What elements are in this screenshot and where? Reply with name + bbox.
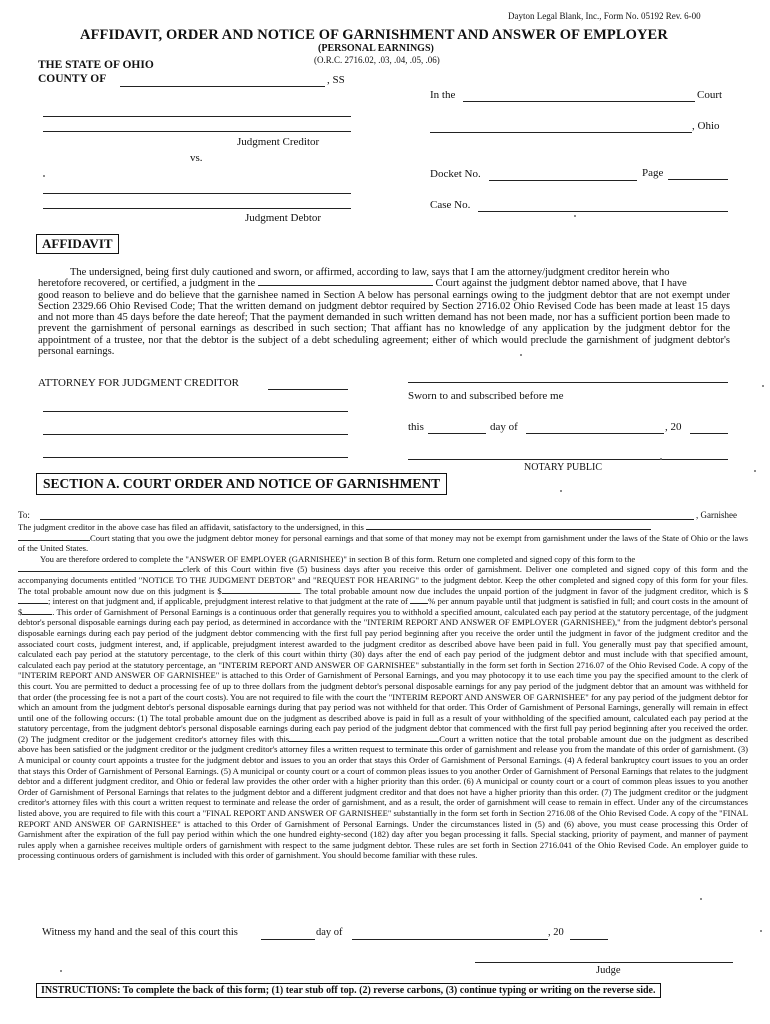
section-a-line-1 [18,522,748,533]
sworn-day-field[interactable] [428,433,486,434]
section-a-body [18,522,748,861]
scan-speck [700,898,702,900]
judge-signature-field[interactable] [475,962,733,963]
court-name-field[interactable] [463,101,695,102]
section-a-clerk-text: clerk of this Court within five (5) business days after you receive this order of garnishment. Deliver one completed and signed copy of this form and the accompanying documents entitled "NOTICE TO THE JUDGMENT DEBTOR" and "REQUEST FOR HEARING" to the judgment debtor. Keep the other completed and signed copy of this form for your files. The total probable amount now due on this judgment is $ [18,564,748,596]
scan-speck [60,970,62,972]
sworn-year-field[interactable] [690,433,728,434]
attorney-signature-field[interactable] [268,389,348,390]
affidavit-line-2 [38,278,730,289]
affidavit-line-rest: good reason to believe and do believe that the garnishee named in Section A below has personal earnings owing to the judgment debtor that are not exempt under Section 2329.66 Ohio Revised Code; That the written demand on judgment debtor required by Section 2716.02 Ohio Revised Code has been made at least 15 days and not more than 45 days before the date hereof; That the payment demanded in such written demand has not been made, nor has a sufficient portion been made to prevent the garnishment of personal earnings as described in such section; That affiant has no knowledge of any application by the judgment debtor for the appointment of a trustee, nor that the debtor is the subject of a debt scheduling agreement; either of which would preclude the garnishment of judgment debtor's personal earnings. [38,289,730,358]
judgment-creditor-label: Judgment Creditor [237,136,320,148]
in-the-label: In the [430,89,456,101]
court-location-field[interactable] [430,132,692,133]
interest-rate-field[interactable] [410,603,428,604]
witness-month-field[interactable] [352,939,548,940]
state-label: THE STATE OF OHIO [38,59,154,71]
court-costs-field[interactable] [22,614,52,615]
affidavit-judgment-in: heretofore recovered, or certified, a judgment in the [38,278,256,290]
section-a-ordered-text: You are therefore ordered to complete the "ANSWER OF EMPLOYER (GARNISHEE)" in section B of this form. Return one completed and signed copy of this form to the [40,553,636,564]
section-a-court-field-3[interactable] [289,741,439,742]
notary-signature-field[interactable] [408,459,728,460]
witness-day-field[interactable] [261,939,315,940]
sworn-day-of-label: day of [490,421,518,433]
sworn-month-field[interactable] [526,433,664,434]
witness-label: Witness my hand and the seal of this court this [42,927,238,938]
total-due-field[interactable] [222,593,300,594]
section-a-interest-text: ; interest on that judgment and, if applicable, prejudgment interest relative to that judgment at the rate of [48,596,408,607]
scan-speck [43,175,45,177]
scan-speck [754,470,756,472]
county-field[interactable] [120,86,325,87]
page-label: Page [642,167,664,179]
notary-label: NOTARY PUBLIC [524,462,603,473]
sworn-year-label: , 20 [665,421,682,433]
witness-day-of-label: day of [316,927,343,938]
section-a-total-text: . The total probable amount now due includes the unpaid portion of the judgment in favor of the judgment creditor, which is $ [299,585,749,596]
creditor-line-1[interactable] [43,116,351,117]
scan-speck [760,930,762,932]
section-a-clerk-block [18,564,748,861]
affidavit-court-against: Court against the judgment debtor named above, that I have [435,278,687,290]
form-source: Dayton Legal Blank, Inc., Form No. 05192 Rev. 6-00 [508,11,701,21]
debtor-line-1[interactable] [43,193,351,194]
section-a-heading: SECTION A. COURT ORDER AND NOTICE OF GARNISHMENT [36,473,447,495]
form-title: AFFIDAVIT, ORDER AND NOTICE OF GARNISHMENT AND ANSWER OF EMPLOYER [80,27,668,43]
judge-label: Judge [596,965,621,976]
instructions-box: INSTRUCTIONS: To complete the back of this form; (1) tear stub off top. (2) reverse carbons, (3) continue typing or writing on the reverse side. [36,983,661,998]
section-a-line-2 [18,533,748,554]
section-a-affidavit-text: The judgment creditor in the above case has filed an affidavit, satisfactory to the undersigned, in this [18,522,364,532]
statute-reference: (O.R.C. 2716.02, .03, .04, .05, .06) [314,55,440,65]
garnishee-label: , Garnishee [696,510,737,520]
section-a-court-field-1[interactable] [366,529,651,530]
creditor-line-2[interactable] [43,131,351,132]
section-a-court-field-2[interactable] [18,540,90,541]
section-a-clerk-field[interactable] [18,571,183,572]
docket-no-label: Docket No. [430,168,481,180]
attorney-line-2[interactable] [43,411,348,412]
affidavit-heading: AFFIDAVIT [36,234,119,254]
attorney-line-4[interactable] [43,457,348,458]
case-no-field[interactable] [478,211,728,212]
sworn-label: Sworn to and subscribed before me [408,390,564,402]
to-label: To: [18,510,30,520]
attorney-label: ATTORNEY FOR JUDGMENT CREDITOR [38,377,239,389]
notary-top-line[interactable] [408,382,728,383]
section-a-terminate-text: Court a written notice that the total probable amount due on the judgment as described above has been satisfied or the judgment creditor or the judgment creditor's attorney files a written request to terminate this order of garnishment and release you from the mandate of this order of garnishment. (3) A municipal or county court appoints a trustee for the judgment debtor and issues to you an order that stays this Order of Garnishment of Personal Earnings. (4) A federal bankruptcy court issues to you an order that stays this Order of Garnishment of Personal Earnings. (5) A municipal or county court or a court of common pleas issues to you another Order of Garnishment of Personal Earnings that relates to the judgment debtor and a different judgment creditor, and Ohio or federal law provides the other order with a higher priority than this order. (6) A municipal or county court or a court of common pleas issues to you another Order of Garnishment of Personal Earnings that relates to the judgment debtor and a different judgment creditor and that does not have a higher priority than this order. (7) The judgment creditor or the judgment creditor's attorney files with this court a written request to terminate and release the order of garnishment, and as a result, the order of garnishment will cease to remain in effect. Under any of the circumstances listed above, you are required to file with this court a "FINAL REPORT AND ANSWER OF GARNISHEE" substantially in the form set forth in Section 2716.08 of the Ohio Revised Code. A copy of the "FINAL REPORT AND ANSWER OF GARNISHEE" is attached to this Order of Garnishment of Personal Earnings. Under the circumstances listed in (5) and (6) above, you must cease processing this Order of Garnishment after the expiration of the full pay period within which the one hundred eighty-second (182) day after you began processing it falls. Special stacking, priority of payment, and manner of payment rules apply when a garnishee receives multiple orders of garnishment with respect to the same judgment debtor. These rules are set forth in Section 2716.041 of the Ohio Revised Code. An employer guide to processing continuous orders of garnishment is included with this order of garnishment. You should become familiar with these rules. [18,733,748,861]
sworn-this-label: this [408,421,424,433]
versus-label: vs. [190,152,203,164]
case-no-label: Case No. [430,199,471,211]
docket-no-field[interactable] [489,180,637,181]
witness-year-label: , 20 [548,927,564,938]
affidavit-court-field[interactable] [258,285,433,286]
county-label: COUNTY OF [38,73,107,85]
affidavit-line-1: The undersigned, being first duly cautioned and sworn, or affirmed, according to law, says that I am the attorney/judgment creditor herein who [70,267,670,278]
unpaid-portion-field[interactable] [18,603,48,604]
attorney-line-3[interactable] [43,434,348,435]
scan-speck [574,215,576,217]
scan-speck [660,458,662,460]
section-a-court-stating-text: Court stating that you owe the judgment debtor money for personal earnings and that some of that money may not be exempt from garnishment under the laws of the State of Ohio or the laws of the United States. [18,532,748,554]
garnishee-name-field[interactable] [40,519,694,520]
section-a-continuous-text: . This order of Garnishment of Personal Earnings is a continuous order that generally requires you to withhold a specified amount, calculated each pay period at the statutory percentage, of the judgment debtor's personal disposable earnings during each pay period, as determined in accordance with the "INTERIM REPORT AND ANSWER OF EMPLOYER (GARNISHEE)," from the judgment debtor's personal disposable earnings during each pay period of the judgment debtor commencing with the first full pay period beginning after you receive the order until the judgment in favor of the judgment creditor and the associated court costs, judgment interest, and, if applicable, prejudgment interest awarded to the judgment creditor as described above have been paid in full. You generally must pay that specified amount, calculated each pay period at the statutory percentage, to the clerk of this court within thirty (30) days after the end of each pay period of the judgment debtor and must include with that specified amount, calculated each pay period at the statutory percentage, an "INTERIM REPORT AND ANSWER OF GARNISHEE" substantially in the form set forth in Section 2716.07 of the Ohio Revised Code. A copy of the "INTERIM REPORT AND ANSWER OF GARNISHEE" is attached to this Order of Garnishment of Personal Earnings, and you may photocopy it to use each time you pay the specified amount to the clerk of this court. You are permitted to deduct a processing fee of up to three dollars from the judgment debtor's personal disposable earnings for any pay period of the judgment debtor that an amount was withheld for that order (the processing fee is not a part of the court costs). You are not required to file with the court the "INTERIM REPORT AND ANSWER OF GARNISHEE" for any pay period of the judgment debtor for which an amount from the judgment debtor's personal disposable earnings during that pay period was not withheld for that order. This Order of Garnishment of Personal Earnings, generally will remain in effect until one of the following occurs: (1) The total probable amount due on the judgment as described above is paid in full as a result of your withholding of the specified amount, calculated each pay period at the statutory percentage, from the judgment debtor's personal disposable earnings during each pay period of the judgment debtor that commenced with the first full pay period beginning after you received the order. (2) The judgment creditor or the judgement creditor's attorney files with this [18,606,748,744]
affidavit-body [38,267,730,357]
form-subtitle: (PERSONAL EARNINGS) [318,43,434,54]
page-field[interactable] [668,179,728,180]
judgment-debtor-label: Judgment Debtor [245,212,322,224]
ss-label: , SS [327,74,345,86]
scan-speck [560,490,562,492]
scan-speck [762,385,764,387]
scan-speck [520,354,522,356]
witness-year-field[interactable] [570,939,608,940]
section-a-per-annum-text: % per annum payable until that judgment is satisfied in full; and court costs in the amount of $ [18,596,748,617]
debtor-line-2[interactable] [43,208,351,209]
court-label: Court [697,89,723,101]
ohio-label: , Ohio [692,120,720,132]
